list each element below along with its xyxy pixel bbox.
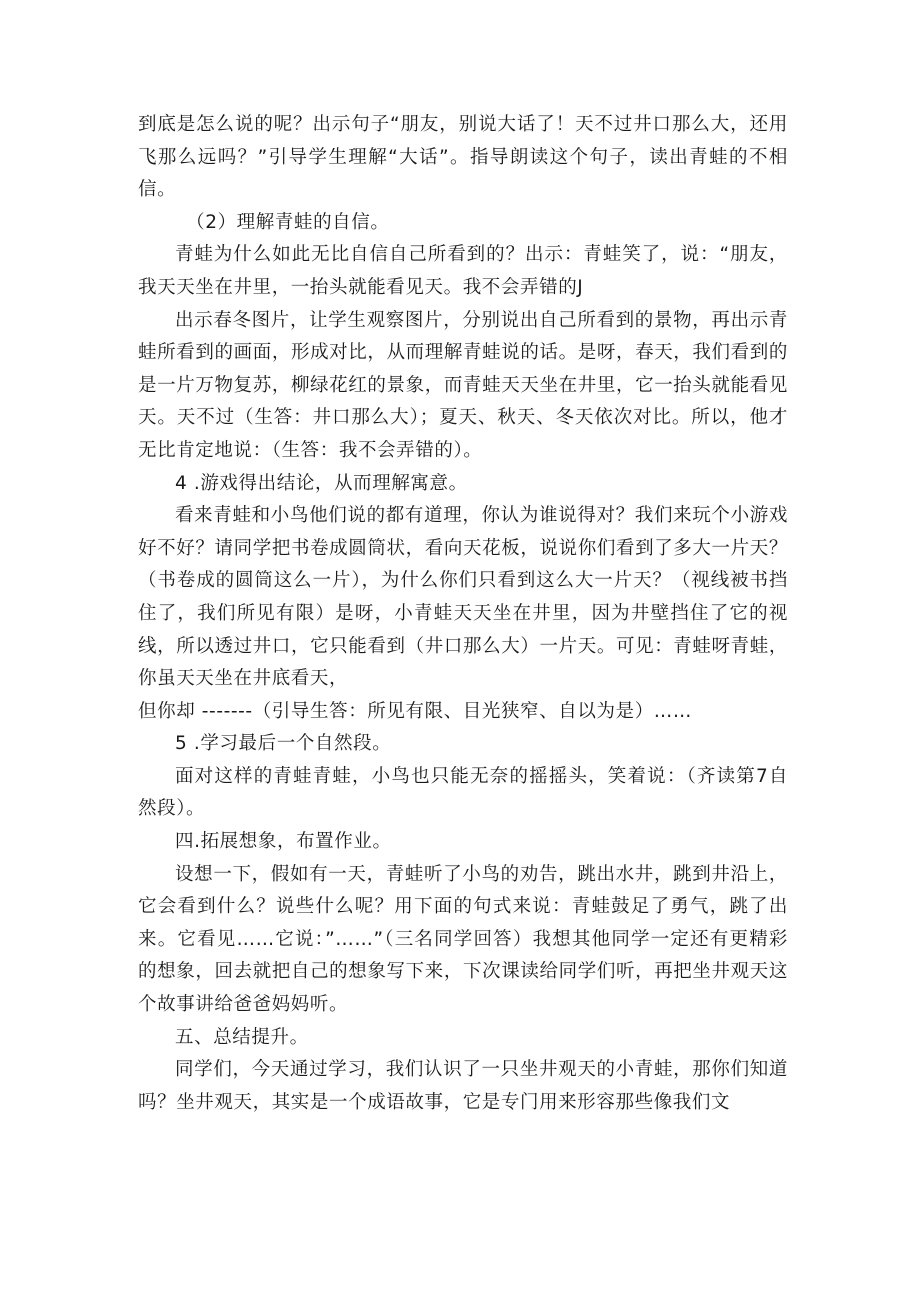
subheading-last-paragraph: 5 .学习最后一个自然段。 [175,733,392,755]
lesson-text [138,109,788,1119]
subheading-game-conclusion: 4 .游戏得出结论，从而理解寓意。 [175,472,468,494]
paragraph-continuation: 到底是怎么说的呢？出示句子“朋友，别说大话了！天不过井口那么大，还用飞那么远吗？”引导学生理解“大话”。指导朗读这个句子，读出青蛙的不相信。 [138,114,788,201]
section-heading-imagination: 四.拓展想象，布置作业。 [175,831,392,853]
paragraph: 看来青蛙和小鸟他们说的都有道理，你认为谁说得对？我们来玩个小游戏好不好？请同学把书卷成圆筒状，看向天花板，说说你们看到了多大一片天？（书卷成的圆筒这么一片），为什么你们只看到这么大一片天？（视线被书挡住了，我们所见有限）是呀，小青蛙天天坐在井里，因为井壁挡住了它的视线，所以透过井口，它只能看到（井口那么大）一片天。可见：青蛙呀青蛙，你虽天天坐在井底看天， [138,505,788,690]
section-heading-summary: 五、总结提升。 [175,1026,309,1048]
paragraph: 面对这样的青蛙青蛙，小鸟也只能无奈的摇摇头，笑着说：（齐读第7自然段）。 [138,765,788,820]
subheading-frog-confidence: （2）理解青蛙的自信。 [186,211,390,233]
paragraph: 设想一下，假如有一天，青蛙听了小鸟的劝告，跳出水井，跳到井沿上，它会看到什么？说些什么呢？用下面的句式来说：青蛙鼓足了勇气，跳了出来。它看见……它说：”……”（三名同学回答）我想其他同学一定还有更精彩的想象，回去就把自己的想象写下来，下次课读给同学们听，再把坐井观天这个故事讲给爸爸妈妈听。 [138,863,788,1016]
paragraph: 青蛙为什么如此无比自信自己所看到的？出示：青蛙笑了，说：“朋友，我天天坐在井里，一抬头就能看见天。我不会弄错的J [138,244,788,298]
paragraph: 同学们，今天通过学习，我们认识了一只坐井观天的小青蛙，那你们知道吗？坐井观天，其实是一个成语故事，它是专门用来形容那些像我们文 [138,1059,788,1113]
paragraph: 出示春冬图片，让学生观察图片，分别说出自己所看到的景物，再出示青蛙所看到的画面，形成对比，从而理解青蛙说的话。是呀，春天，我们看到的是一片万物复苏，柳绿花红的景象，而青蛙天天坐在井里，它一抬头就能看见天。天不过（生答：井口那么大）；夏天、秋天、冬天依次对比。所以，他才无比肯定地说：（生答：我不会弄错的）。 [138,309,788,461]
paragraph-answer-line: 但你却 -------（引导生答：所见有限、目光狭窄、自以为是）…… [138,700,693,722]
